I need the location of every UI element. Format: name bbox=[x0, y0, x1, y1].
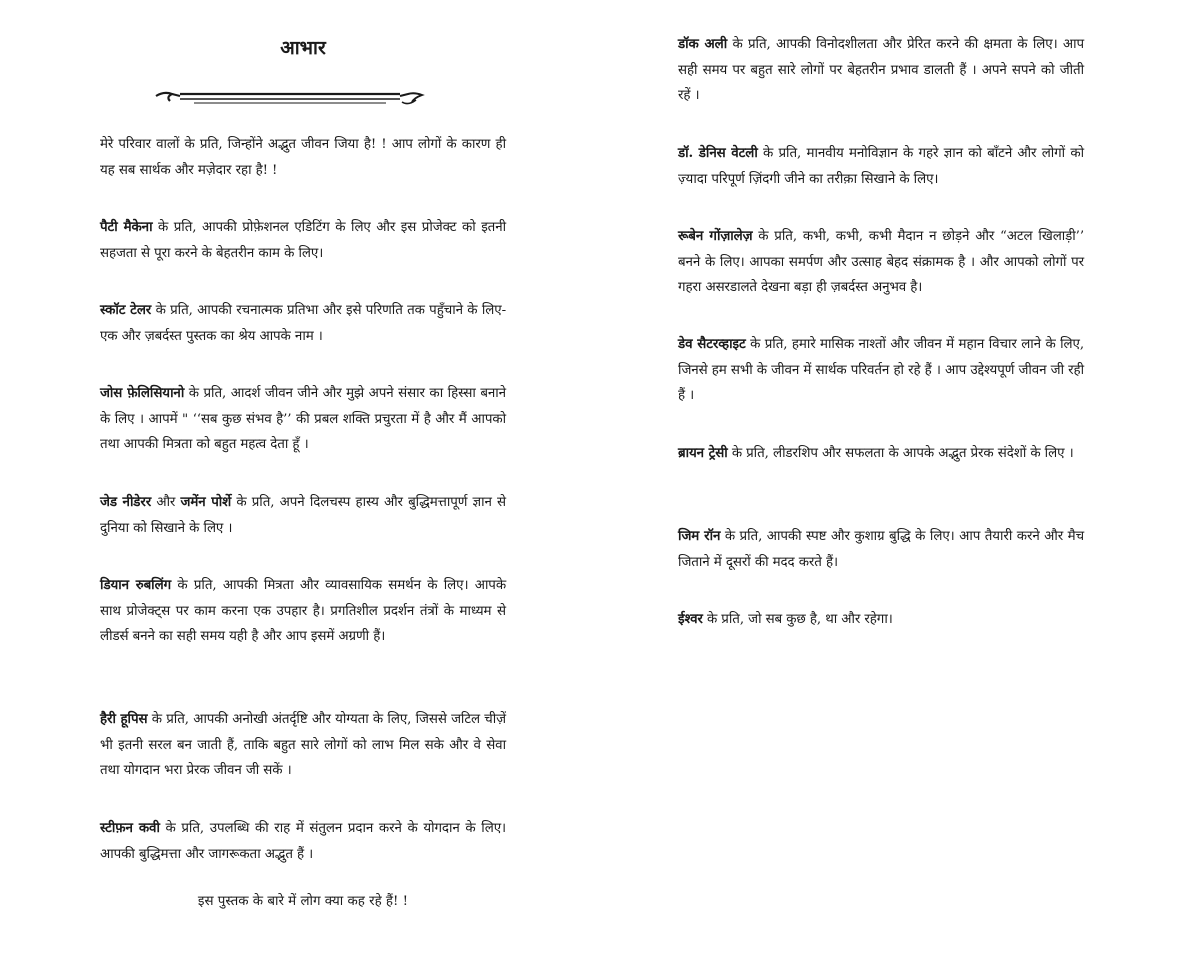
ack-paragraph-brian-tracy bbox=[678, 441, 1084, 467]
ack-text: के प्रति, आपकी रचनात्मक प्रतिभा और इसे परिणति तक पहुँचाने के लिए-एक और ज़बर्दस्त पुस्तक का श्रेय आपके नाम । bbox=[100, 303, 507, 344]
ack-name: डेव सैटरव्हाइट bbox=[678, 336, 746, 352]
ack-paragraph-god bbox=[678, 607, 1084, 633]
ack-text: के प्रति, आपकी अनोखी अंतर्दृष्टि और योग्यता के लिए, जिससे जटिल चीज़ें भी इतनी सरल बन जाती हैं, ताकि बहुत सारे लोगों को लाभ मिल सके और वे सेवा तथा योगदान भरा प्रेरक जीवन जी सकें । bbox=[100, 712, 506, 778]
ack-name: जोस फ़ेलिसियानो bbox=[100, 385, 185, 401]
ack-text: के प्रति, लीडरशिप और सफलता के आपके अद्भुत प्रेरक संदेशों के लिए । bbox=[727, 446, 1074, 461]
ack-name-second: जमेंन पोर्शे bbox=[180, 494, 232, 510]
ack-name: स्कॉट टेलर bbox=[100, 302, 152, 318]
ack-paragraph-ruben-gonzalez bbox=[678, 224, 1084, 301]
ack-paragraph-niederer-porsche bbox=[100, 490, 506, 541]
ack-paragraph-patty-mckenna bbox=[100, 215, 506, 266]
ack-text: के प्रति, जो सब कुछ है, था और रहेगा। bbox=[702, 612, 893, 627]
ack-paragraph-dianne-rubling bbox=[100, 573, 506, 650]
ack-paragraph-family bbox=[100, 132, 506, 183]
page-title: आभार bbox=[280, 37, 326, 59]
ack-paragraph-harry-hoopis bbox=[100, 707, 506, 784]
ack-name: डियान रुबलिंग bbox=[100, 577, 172, 593]
ack-text: के प्रति, आपकी विनोदशीलता और प्रेरित करने की क्षमता के लिए। आप सही समय पर बहुत सारे लोगों पर बेहतरीन प्रभाव डालती हैं । अपने सपने को जीती रहें । bbox=[678, 37, 1085, 103]
ack-name: हैरी हूपिस bbox=[100, 711, 148, 727]
ack-name: रूबेन गोंज़ालेज़ bbox=[678, 228, 753, 244]
ack-name: जिम रॉन bbox=[678, 528, 721, 544]
ack-paragraph-dave-satterwhite bbox=[678, 332, 1084, 409]
ack-text: के प्रति, उपलब्धि की राह में संतुलन प्रदान करने के योगदान के लिए। आपकी बुद्धिमत्ता और जागरूकता अद्भुत हैं । bbox=[100, 821, 507, 862]
ack-name: ब्रायन ट्रेसी bbox=[678, 445, 728, 461]
closing-line: इस पुस्तक के बारे में लोग क्या कह रहे हैं! ! bbox=[197, 894, 409, 909]
ack-text: और bbox=[151, 495, 181, 510]
ack-text: के प्रति, आदर्श जीवन जीने और मुझे अपने संसार का हिस्सा बनाने के लिए । आपमें " ‘‘सब कुछ संभव है’’ की प्रबल शक्ति प्रचुरता में है और मैं आपको तथा आपकी मित्रता को बहुत महत्व देता हूँ । bbox=[100, 386, 507, 452]
ack-name: स्टीफ़न कवी bbox=[100, 820, 160, 836]
ack-text: के प्रति, मानवीय मनोविज्ञान के गहरे ज्ञान को बाँटने और लोगों को ज़्यादा परिपूर्ण ज़िंदगी जीने का तरीक़ा सिखाने के लिए। bbox=[678, 146, 1084, 187]
ack-text-second: के प्रति, अपने दिलचस्प हास्य और बुद्धिमत्तापूर्ण ज्ञान से दुनिया को सिखाने के लिए । bbox=[100, 495, 506, 536]
ack-name: जेड नीडेरर bbox=[100, 494, 152, 510]
ack-text: के प्रति, आपकी मित्रता और व्यावसायिक समर्थन के लिए। आपके साथ प्रोजेक्ट्स पर काम करना एक उपहार है। प्रगतिशील प्रदर्शन तंत्रों के माध्यम से लीडर्स बनने का सही समय यही है और आप इसमें अग्रणी हैं। bbox=[100, 578, 506, 644]
ack-text: के प्रति, कभी, कभी, कभी मैदान न छोड़ने और “अटल खिलाड़ी’’ बनने के लिए। आपका समर्पण और उत्साह बेहद संक्रामक है । और आपको लोगों पर गहरा असरडालते देखना बड़ा ही ज़बर्दस्त अनुभव है। bbox=[678, 229, 1084, 295]
ack-paragraph-jim-rohn bbox=[678, 524, 1084, 575]
ack-paragraph-doc-ali bbox=[678, 32, 1084, 109]
ack-paragraph-scott-taylor bbox=[100, 298, 506, 349]
ack-text: के प्रति, आपकी स्पष्ट और कुशाग्र बुद्धि के लिए। आप तैयारी करने और मैच जिताने में दूसरों की मदद करते हैं। bbox=[678, 529, 1084, 570]
ack-text: के प्रति, आपकी प्रोफ़ेशनल एडिटिंग के लिए और इस प्रोजेक्ट को इतनी सहजता से पूरा करने के बेहतरीन काम के लिए। bbox=[100, 220, 506, 261]
ack-text: के प्रति, हमारे मासिक नाश्तों और जीवन में महान विचार लाने के लिए, जिनसे हम सभी के जीवन में सार्थक परिवर्तन हो रहे हैं । आप उद्देश्यपूर्ण जीवन जी रही हैं । bbox=[678, 337, 1084, 403]
ack-name: डॉ. डेनिस वेटली bbox=[678, 145, 758, 161]
ack-name: डॉक अली bbox=[678, 36, 728, 52]
ack-paragraph-denis-waitley bbox=[678, 141, 1084, 192]
ack-name: ईश्वर bbox=[678, 611, 703, 627]
ack-text: मेरे परिवार वालों के प्रति, जिन्होंने अद्भुत जीवन जिया है! ! आप लोगों के कारण ही यह सब सार्थक और मज़ेदार रहा है! ! bbox=[100, 137, 506, 178]
title-divider-ornament bbox=[150, 84, 430, 110]
ack-paragraph-jose-feliciano bbox=[100, 381, 506, 458]
ack-paragraph-stephen-covey bbox=[100, 816, 506, 867]
ack-name: पैटी मैकेना bbox=[100, 219, 153, 235]
